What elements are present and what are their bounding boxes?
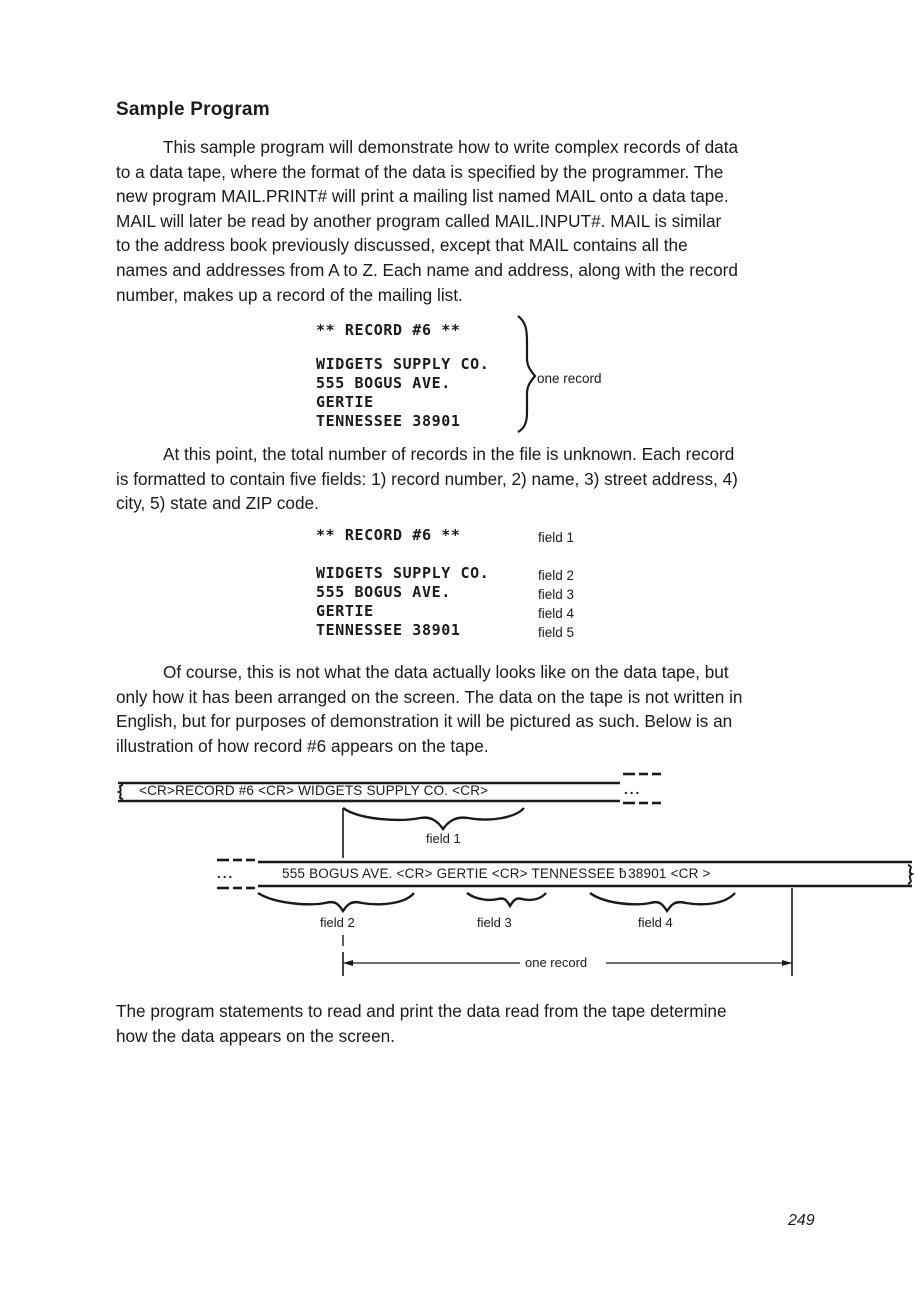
field3-brace (467, 893, 546, 906)
field-label-4: field 4 (538, 606, 575, 621)
tape-row2-text: 555 BOGUS AVE. <CR> GERTIE <CR> TENNESSEE (282, 866, 620, 881)
section-heading: Sample Program (116, 99, 270, 120)
tape-row2-ellipsis: ... (217, 866, 235, 881)
intro-line: to a data tape, where the format of the data is specified by the programmer. The (116, 161, 724, 182)
fields-line: is formatted to contain five fields: 1) record number, 2) name, 3) street address, 4) (116, 468, 738, 489)
tape-row1-ellipsis: ... (624, 782, 642, 797)
field4-brace (590, 893, 735, 911)
tape-line: illustration of how record #6 appears on the tape. (116, 735, 489, 756)
field1-brace (343, 808, 524, 829)
fields-line: city, 5) state and ZIP code. (116, 493, 319, 514)
intro-line: names and addresses from A to Z. Each name and address, along with the record (116, 259, 738, 280)
closing-paragraph (116, 999, 816, 1048)
tape-line: Of course, this is not what the data actually looks like on the data tape, but (163, 662, 729, 682)
intro-line: new program MAIL.PRINT# will print a mailing list named MAIL onto a data tape. (116, 186, 729, 207)
field2-brace (258, 893, 414, 911)
record2-line-state: TENNESSEE 38901 (316, 621, 461, 639)
record2-header: ** RECORD #6 ** (316, 526, 461, 544)
tape-field2-label: field 2 (320, 915, 355, 930)
tape-one-record-label: one record (525, 955, 588, 970)
tape-row2-tail: 38901 <CR > (628, 866, 711, 881)
intro-line: number, makes up a record of the mailing list. (116, 284, 463, 305)
closing-line: The program statements to read and print the data read from the tape determine (116, 1001, 727, 1021)
record2-line-street: 555 BOGUS AVE. (316, 583, 451, 601)
tape-row2-text-group (282, 866, 711, 881)
one-record-brace (518, 316, 535, 432)
record-line-state: TENNESSEE 38901 (316, 412, 461, 430)
field-label-5: field 5 (538, 625, 575, 640)
field-label-3: field 3 (538, 587, 575, 602)
record2-line-name: WIDGETS SUPPLY CO. (316, 564, 490, 582)
tape-line: English, but for purposes of demonstration it will be pictured as such. Below is an (116, 711, 733, 732)
intro-line: to the address book previously discussed, except that MAIL contains all the (116, 235, 688, 256)
record-line-name: WIDGETS SUPPLY CO. (316, 355, 490, 373)
tape-row1-text: <CR>RECORD #6 <CR> WIDGETS SUPPLY CO. <CR> (139, 783, 489, 798)
one-record-label: one record (537, 371, 602, 386)
tape-field3-label: field 3 (477, 915, 512, 930)
blank-symbol: ƀ (619, 866, 627, 881)
field-label-1: field 1 (538, 530, 575, 545)
record-line-city: GERTIE (316, 393, 374, 411)
record2-line-city: GERTIE (316, 602, 374, 620)
tape-field1-label: field 1 (426, 831, 461, 846)
fields-line: At this point, the total number of records in the file is unknown. Each record (163, 444, 735, 464)
page-number: 249 (788, 1212, 815, 1229)
record-line-street: 555 BOGUS AVE. (316, 374, 451, 392)
closing-line: how the data appears on the screen. (116, 1025, 396, 1046)
intro-line: MAIL will later be read by another program called MAIL.INPUT#. MAIL is similar (116, 210, 722, 231)
tape-field4-label: field 4 (638, 915, 673, 930)
field-label-2: field 2 (538, 568, 575, 583)
intro-line: This sample program will demonstrate how to write complex records of data (163, 137, 739, 157)
tape-line: only how it has been arranged on the screen. The data on the tape is not written in (116, 686, 743, 707)
record-header: ** RECORD #6 ** (316, 321, 461, 339)
